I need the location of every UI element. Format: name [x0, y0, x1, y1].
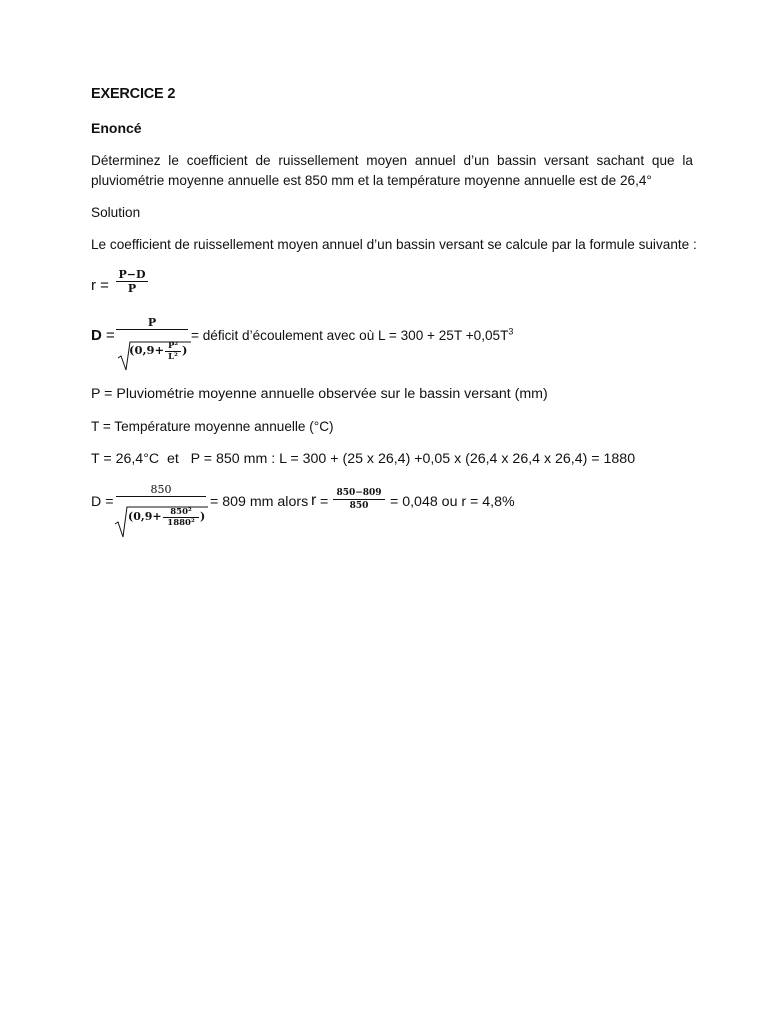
problem-statement: Déterminez le coefficient de ruissellement moyen annuel d’un bassin versant sachant que la pluviométrie moyenne annuelle est 850 mm et la température moyenne annuelle est de 26,4° — [91, 153, 693, 188]
formula-r-fraction — [116, 268, 148, 296]
formula-d-symbol: D — [91, 327, 102, 344]
computation-d-inner-close: ) — [200, 510, 206, 523]
formula-d-description — [191, 328, 513, 343]
formula-d-eq: = — [106, 327, 115, 344]
computation-d-inner-num: 850² — [170, 507, 192, 517]
formula-d-inner-close: ) — [182, 343, 188, 357]
formula-d-inner-open: (0,9+ — [129, 343, 165, 357]
computation-r-label: r — [311, 492, 317, 509]
computation-r-fraction — [333, 488, 385, 512]
fraction-bar — [116, 329, 188, 330]
computation-r-result: = 0,048 ou r = 4,8% — [390, 494, 515, 510]
calculation-line: T = 26,4°C et P = 850 mm : L = 300 + (25 x 26,4) +0,05 x (26,4 x 26,4 x 26,4) = 1880 — [91, 451, 636, 467]
section-heading-enonce: Enoncé — [91, 120, 142, 136]
definition-t: T = Température moyenne annuelle (°C) — [91, 419, 334, 434]
computation-r-eq: = — [320, 494, 329, 510]
formula-d-inner-den: L² — [168, 352, 178, 362]
formula-r-lhs: r = — [91, 277, 109, 294]
formula-d-lhs — [91, 327, 115, 344]
computation-d-inner-fraction — [163, 507, 199, 529]
computation-r-denominator: 850 — [349, 501, 369, 511]
formula-d-exponent: 3 — [508, 326, 514, 337]
computation-d-fraction — [116, 483, 206, 497]
formula-d-inner-fraction — [165, 341, 181, 363]
computation-r-numerator: 850−809 — [336, 488, 382, 498]
fraction-bar — [116, 496, 206, 497]
formula-r-numerator: P−D — [118, 268, 146, 281]
solution-intro: Le coefficient de ruissellement moyen annuel d’un bassin versant se calcule par la formule suivante : — [91, 237, 697, 252]
formula-d-fraction — [116, 316, 188, 330]
exercise-title: EXERCICE 2 — [91, 86, 176, 102]
computation-d-numerator: 850 — [150, 483, 172, 496]
computation-d-result: = 809 mm alors — [210, 494, 309, 510]
formula-d-inner-num: P² — [167, 341, 179, 351]
formula-r-denominator: P — [127, 282, 137, 295]
computation-d-inner-open: (0,9+ — [128, 510, 162, 523]
computation-d-inner-den: 1880² — [167, 518, 195, 528]
formula-d-numerator: P — [147, 316, 157, 329]
definition-p: P = Pluviométrie moyenne annuelle observée sur le bassin versant (mm) — [91, 386, 548, 402]
computation-d-lhs: D = — [91, 494, 114, 510]
solution-label: Solution — [91, 205, 141, 220]
formula-d-rhs: = déficit d’écoulement avec où L = 300 + 25T +0,05T — [191, 328, 509, 343]
